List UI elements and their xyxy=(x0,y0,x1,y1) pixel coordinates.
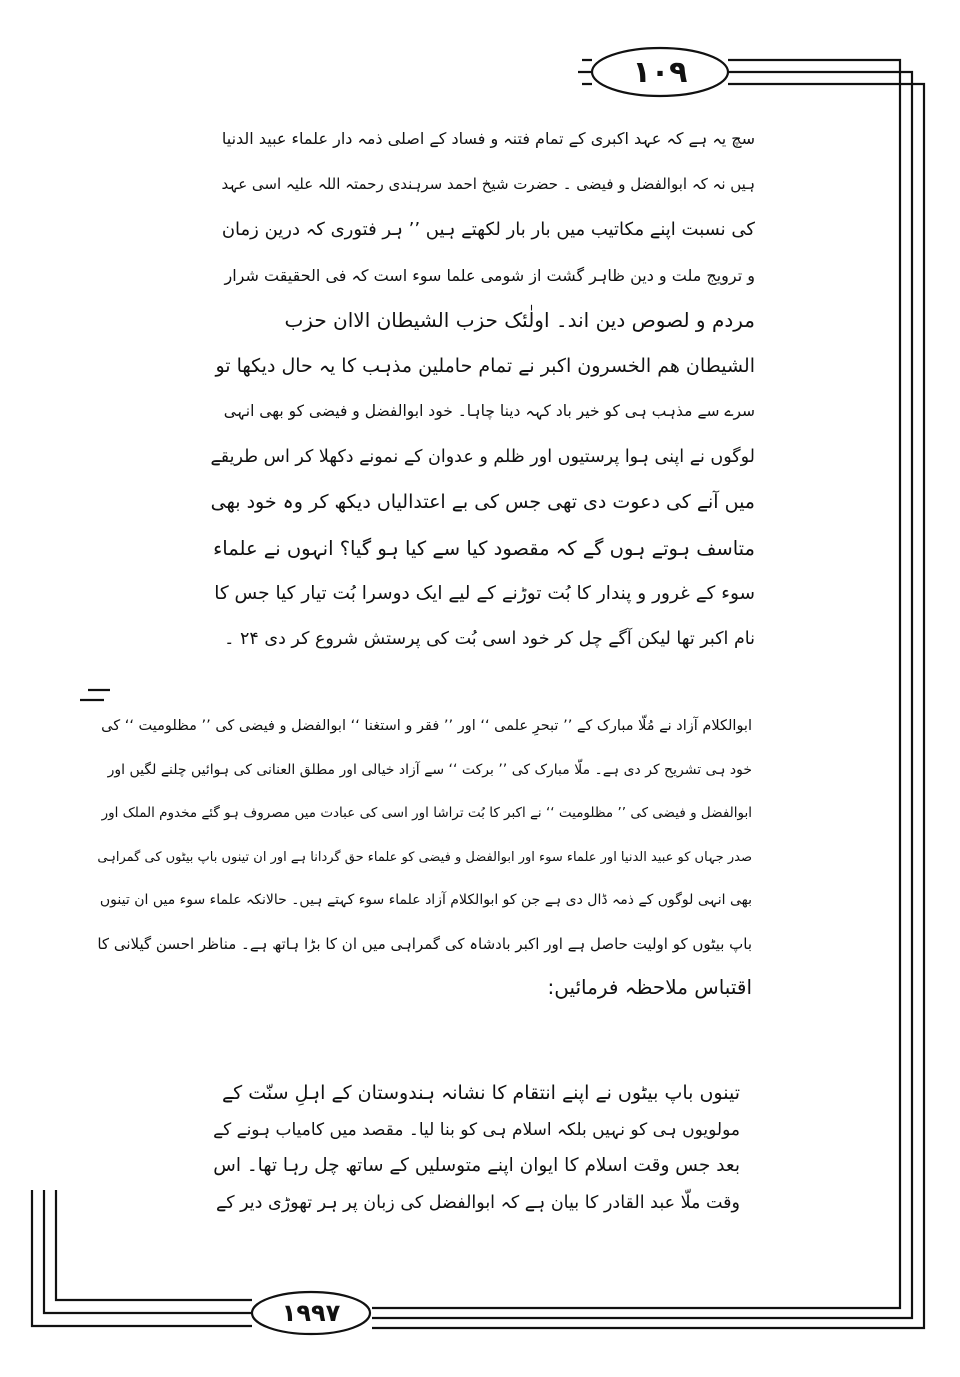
text-line: ابوالفضل و فیضی کی ’’ مظلومیت ‘‘ نے اکبر کا بُت تراشا اور اسی کی عبادت میں مصروف ہو گئے مخدوم الملک اور xyxy=(101,805,752,821)
text-line: مولویوں ہی کو نہیں بلکہ اسلام ہی کو بنا لیا۔ مقصد میں کامیاب ہونے کے xyxy=(213,1119,740,1140)
text-line: ابوالکلام آزاد نے مُلّا مبارک کے ’’ تبحرِ علمی ‘‘ اور ’’ فقر و استغنا ‘‘ ابوالفضل و فیضی کی ’’ مظلومیت ‘‘ کی xyxy=(101,718,752,734)
text-line: مردم و لصوص دین اند۔ اولٰئک حزب الشیطان الاان حزب xyxy=(284,308,755,332)
paragraph-1 xyxy=(210,116,755,662)
block-quote xyxy=(210,1075,740,1221)
text-line: اقتباس ملاحظہ فرمائیں: xyxy=(547,975,752,999)
page-number-bottom: ١٩٩٧ xyxy=(281,1299,341,1327)
text-line: ہیں نہ کہ ابوالفضل و فیضی ۔ حضرت شیخ احمد سرہندی رحمتہ اللہ علیہ اسی عہد xyxy=(221,174,755,193)
text-line: بعد جس وقت اسلام کا ایوان اپنے متوسلیں کے ساتھ چل رہا تھا۔ اس xyxy=(213,1155,740,1176)
text-line: متاسف ہوتے ہوں گے کہ مقصود کیا سے کیا ہو گیا؟ انہوں نے علماء xyxy=(213,536,755,560)
text-line: خود ہی تشریح کر دی ہے۔ ملّا مبارک کی ’’ برکت ‘‘ سے آزاد خیالی اور مطلق العنانی کی ہوائیں چلنے لگیں اور xyxy=(107,761,752,778)
text-line: سوء کے غرور و پندار کا بُت توڑنے کے لیے ایک دوسرا بُت تیار کیا جس کا xyxy=(214,583,755,604)
paragraph-2 xyxy=(90,705,752,1010)
text-line: نام اکبر تھا لیکن آگے چل کر خود اسی بُت کی پرستش شروع کر دی ۲۴ ۔ xyxy=(224,628,755,649)
text-line: الشیطان ھم الخسرون اکبر نے تمام حاملین مذہب کا یہ حال دیکھا تو xyxy=(215,354,755,377)
text-line: لوگوں نے اپنی ہوا پرستیوں اور ظلم و عدوان کے نمونے دکھلا کر اس طریقے xyxy=(210,446,755,467)
text-line: سچ یہ ہے کہ عہد اکبری کے تمام فتنہ و فساد کے اصلی ذمہ دار علماء عبید الدنیا xyxy=(221,129,755,148)
text-line: بھی انہی لوگوں کے ذمہ ڈال دی ہے جن کو ابوالکلام آزاد علماء سوء کہتے ہیں۔ حالانکہ علماء سوء میں ان تینوں xyxy=(99,892,752,908)
text-line: صدر جہاں کو عبید الدنیا اور علماء سوء اور ابوالفضل و فیضی کو علماء حق گردانا ہے اور ان تینوں باپ بیٹوں کی گمراہی xyxy=(97,849,752,865)
text-line: سرے سے مذہب ہی کو خیر باد کہہ دینا چاہا۔ خود ابوالفضل و فیضی کو بھی انہی xyxy=(223,402,755,420)
text-line: وقت ملّا عبد القادر کا بیان ہے کہ ابوالفضل کی زبان پر ہر تھوڑی دیر کے xyxy=(215,1192,740,1213)
text-line: باپ بیٹوں کو اولیت حاصل ہے اور اکبر بادشاہ کی گمراہی میں ان کا بڑا ہاتھ ہے۔ مناظر احسن گیلانی کا xyxy=(97,934,752,953)
text-line: تینوں باپ بیٹوں نے اپنے انتقام کا نشانہ ہندوستان کے اہلِ سنّت کے xyxy=(222,1082,740,1104)
text-line: کی نسبت اپنے مکاتیب میں بار بار لکھتے ہیں ’’ ہر فتوری کہ درین زمان xyxy=(221,219,755,240)
text-line: میں آنے کی دعوت دی تھی جس کی بے اعتدالیاں دیکھ کر وہ خود بھی xyxy=(210,491,755,513)
text-line: و ترویج ملت و دین ظاہر گشت از شومی علما سوء است کہ فی الحقیقت شرار xyxy=(224,265,755,285)
page-number-top: ١٠٩ xyxy=(632,54,688,90)
